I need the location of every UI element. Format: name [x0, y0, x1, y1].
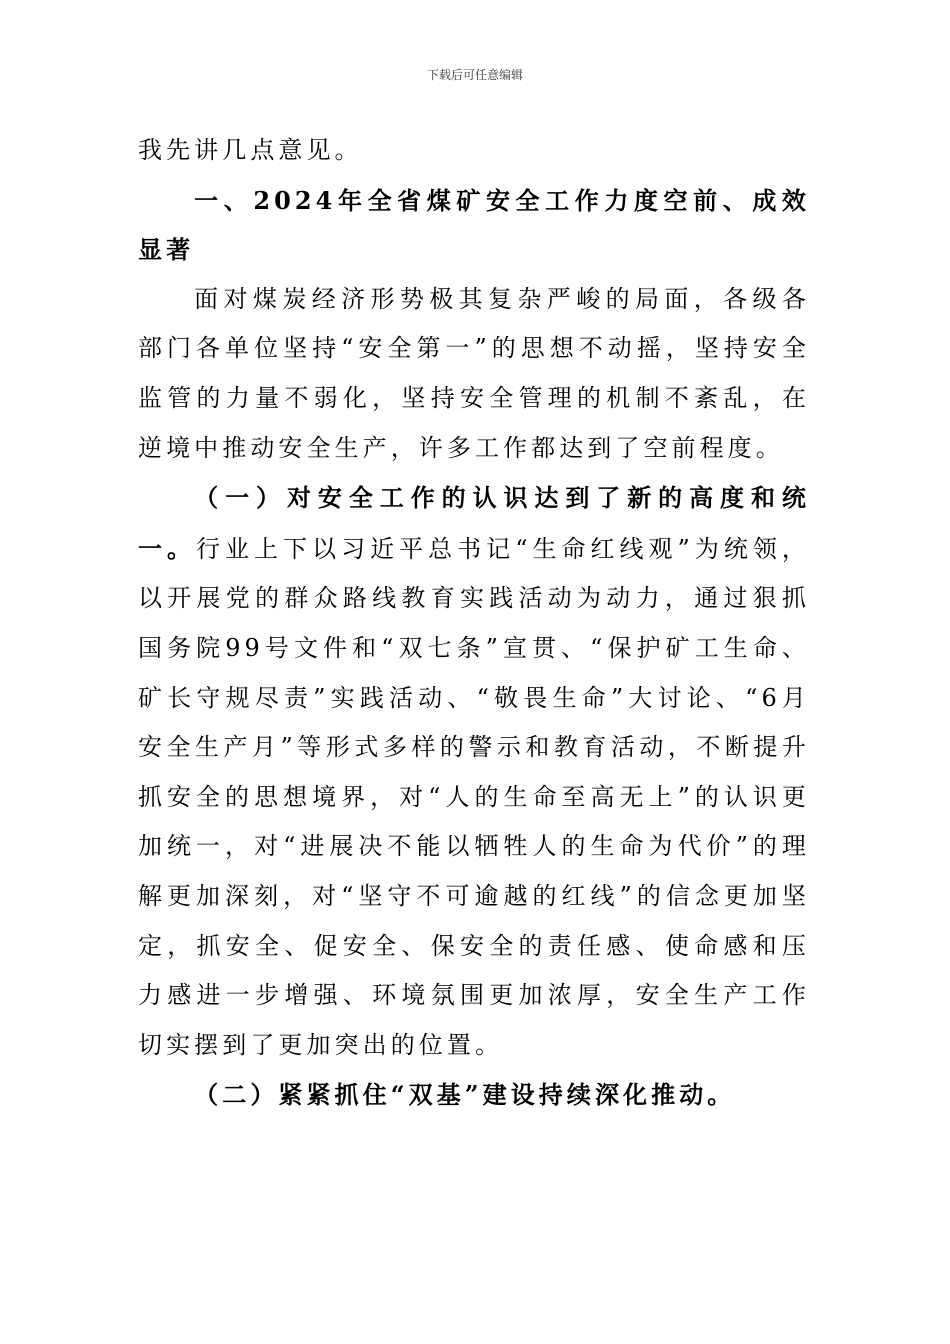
subsection-1-title: （一）对安全工作的认识达到了新的高度和统一。 — [138, 483, 810, 563]
body-paragraph-1: 面对煤炭经济形势极其复杂严峻的局面，各级各部门各单位坚持“安全第一”的思想不动摇，坚持安全监管的力量不弱化，坚持安全管理的机制不紊乱，在逆境中推动安全生产，许多工作都达到了空前程度。 — [138, 284, 810, 462]
subsection-2-title: （二）紧紧抓住“双基”建设持续深化推动。 — [194, 1080, 736, 1110]
page-header: 下载后可任意编辑 — [426, 68, 523, 82]
intro-paragraph: 我先讲几点意见。 — [138, 136, 363, 164]
subsection-1-paragraph — [138, 473, 810, 1070]
section-heading-1: 一、2024年全省煤矿安全工作力度空前、成效显著 — [138, 185, 810, 265]
document-body — [138, 126, 810, 1120]
subsection-1-body: 行业上下以习近平总书记“生命红线观”为统领，以开展党的群众路线教育实践活动为动力，通过狠抓国务院99号文件和“双七条”宣贯、“保护矿工生命、矿长守规尽责”实践活动、“敬畏生命”大讨论、“6月安全生产月”等形式多样的警示和教育活动，不断提升抓安全的思想境界，对“人的生命至高无上”的认识更加统一，对“进展决不能以牺牲人的生命为代价”的理解更加深刻，对“坚守不可逾越的红线”的信念更加坚定，抓安全、促安全、保安全的责任感、使命感和压力感进一步增强、环境氛围更加浓厚，安全生产工作切实摆到了更加突出的位置。 — [138, 534, 810, 1059]
